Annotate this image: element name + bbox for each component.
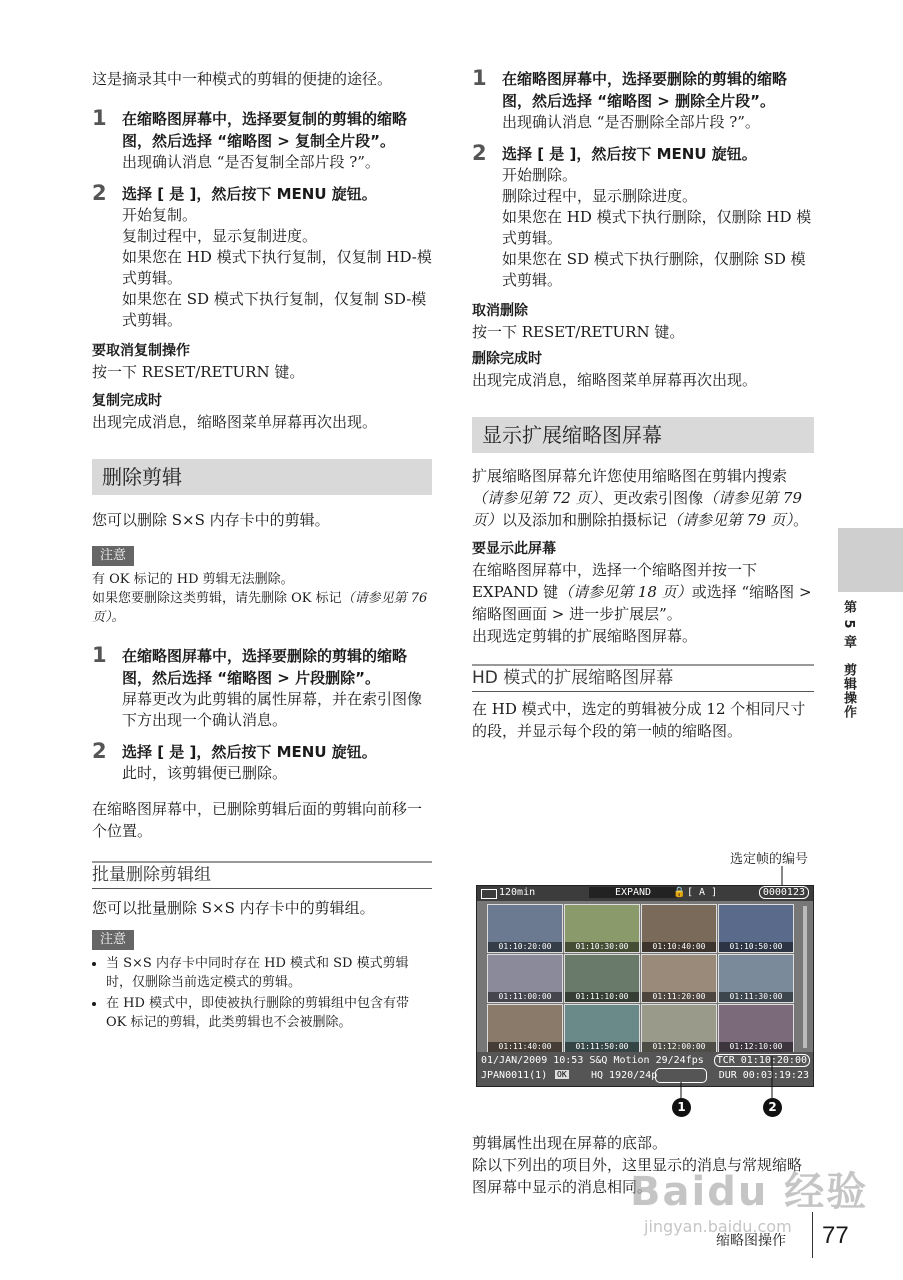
show-screen-result: 出现选定剪辑的扩展缩略图屏幕。 xyxy=(472,627,698,645)
watermark-brand: Baidu 经验 xyxy=(630,1169,869,1215)
watermark xyxy=(630,1160,868,1236)
show-body-a: 在缩略图屏幕中，选择一个缩略图并按一下 EXPAND 键 xyxy=(472,561,758,601)
step-title: 选择 [ 是 ]，然后按下 MENU 旋钮。 xyxy=(122,743,377,761)
step-number: 2 xyxy=(92,181,107,205)
ok-mark: OK xyxy=(557,1070,567,1079)
info-line-2-left: JPAN0011(1) xyxy=(481,1070,548,1081)
thumbnail-screen xyxy=(476,885,814,1087)
thumbnail-timecode: 01:11:50:00 xyxy=(565,1042,639,1052)
thumbnail-timecode: 01:12:00:00 xyxy=(642,1042,716,1052)
info-line-2-mid: HQ 1920/24p xyxy=(591,1070,658,1081)
batch-note-item: • 当 S×S 内存卡中同时存在 HD 模式和 SD 模式剪辑时，仅删除当前选定模式的剪辑。 xyxy=(106,954,432,992)
scrollbar[interactable] xyxy=(803,906,807,1048)
lock-icon: 🔒 xyxy=(673,887,686,898)
expand-screen-figure xyxy=(476,848,816,1118)
thumbnail[interactable] xyxy=(487,1004,563,1053)
thumbnail-timecode: 01:11:00:00 xyxy=(488,992,562,1002)
attributes-line-2: 除以下列出的项目外，这里显示的消息与常规缩略图屏幕中显示的消息相同。 xyxy=(472,1156,803,1196)
delete-after-text: 在缩略图屏幕中，已删除剪辑后面的剪辑向前移一个位置。 xyxy=(92,800,423,840)
delete-all-steps xyxy=(472,68,814,291)
callout-1: 1 xyxy=(672,1098,691,1117)
slot-indicator: [ A ] xyxy=(687,887,718,898)
show-body-b: 或选择 “缩略图 > 缩略图画面 > 进一步扩展层”。 xyxy=(472,583,812,623)
figure-label-leader xyxy=(476,848,816,888)
batch-note-label: 注意 xyxy=(92,930,134,950)
step-title: 在缩略图屏幕中，选择要复制的剪辑的缩略图，然后选择 “缩略图 > 复制全片段”。 xyxy=(122,110,408,150)
hd-expand-text: 在 HD 模式中，选定的剪辑被分成 12 个相同尺寸的段，并显示每个段的第一帧的缩略图。 xyxy=(472,700,806,740)
expand-ref-1: （请参见第 72 页） xyxy=(472,489,599,507)
info-line-2-right: DUR 00:03:19:23 xyxy=(718,1070,809,1081)
right-column xyxy=(472,68,814,742)
delete-all-step-1 xyxy=(472,68,814,133)
expand-ref-3: （请参见第 79 页） xyxy=(667,511,794,529)
thumbnail[interactable] xyxy=(487,904,563,953)
copy-done-heading: 复制完成时 xyxy=(92,393,162,409)
expand-intro xyxy=(472,465,814,531)
chapter-label: 第 5 章 剪辑操作 xyxy=(841,600,856,720)
thumbnail-timecode: 01:11:10:00 xyxy=(565,992,639,1002)
copy-done-text: 出现完成消息，缩略图菜单屏幕再次出现。 xyxy=(92,413,378,431)
step-number: 1 xyxy=(472,66,487,90)
delete-note-text: 如果您要删除这类剪辑，请先删除 OK 标记 xyxy=(92,591,342,606)
media-icons xyxy=(655,1068,707,1083)
thumbnail-timecode: 01:10:40:00 xyxy=(642,942,716,952)
step-body-line: 如果您在 SD 模式下执行复制，仅复制 SD-模式剪辑。 xyxy=(122,290,427,329)
thumbnail-timecode: 01:11:30:00 xyxy=(719,992,793,1002)
delete-step-2 xyxy=(92,741,432,784)
step-number: 2 xyxy=(472,141,487,165)
cancel-copy-heading: 要取消复制操作 xyxy=(92,343,190,359)
delete-section-title: 删除剪辑 xyxy=(92,459,432,495)
step-body-line: 屏幕更改为此剪辑的属性屏幕，并在索引图像下方出现一个确认消息。 xyxy=(122,690,423,729)
watermark-url: jingyan.baidu.com xyxy=(644,1217,792,1236)
battery-icon xyxy=(481,889,497,899)
cancel-delete-heading: 取消删除 xyxy=(472,303,528,319)
callout-2: 2 xyxy=(763,1098,782,1117)
thumbnail-grid xyxy=(487,904,799,1052)
expand-intro-c: 以及添加和删除拍摄标记 xyxy=(502,511,668,529)
batch-intro: 您可以批量删除 S×S 内存卡中的剪辑组。 xyxy=(92,899,375,917)
step-body-line: 出现确认消息 “是否复制全部片段 ?”。 xyxy=(122,153,380,171)
copy-steps xyxy=(92,108,432,331)
delete-note-line-1: 有 OK 标记的 HD 剪辑无法删除。 xyxy=(92,572,294,587)
delete-steps xyxy=(92,645,432,784)
copy-step-2 xyxy=(92,183,432,331)
thumbnail-timecode: 01:10:30:00 xyxy=(565,942,639,952)
thumbnail[interactable] xyxy=(718,954,794,1003)
step-body-line: 开始删除。 xyxy=(502,166,578,184)
clip-info-panel xyxy=(477,1052,813,1086)
thumbnail[interactable] xyxy=(641,954,717,1003)
expand-intro-b: 、更改索引图像 xyxy=(598,489,704,507)
thumbnail[interactable] xyxy=(718,904,794,953)
batch-note-list xyxy=(92,954,432,1032)
step-title: 选择 [ 是 ]，然后按下 MENU 旋钮。 xyxy=(502,145,757,163)
cancel-delete-text: 按一下 RESET/RETURN 键。 xyxy=(472,323,685,341)
batch-note xyxy=(92,929,432,1032)
thumbnail[interactable] xyxy=(564,1004,640,1053)
step-number: 2 xyxy=(92,739,107,763)
footer-section-label: 缩略图操作 xyxy=(716,1233,786,1249)
step-body-line: 如果您在 HD 模式下执行复制，仅复制 HD-模式剪辑。 xyxy=(122,248,432,287)
copy-step-1 xyxy=(92,108,432,173)
batch-delete-title: 批量删除剪辑组 xyxy=(92,864,432,889)
step-title: 选择 [ 是 ]，然后按下 MENU 旋钮。 xyxy=(122,185,377,203)
info-line-1-right: TCR 01:10:20:00 xyxy=(714,1054,810,1067)
thumbnail[interactable] xyxy=(487,954,563,1003)
thumbnail[interactable] xyxy=(564,954,640,1003)
delete-done-heading: 删除完成时 xyxy=(472,351,542,367)
batch-note-item: • 在 HD 模式中，即使被执行删除的剪辑组中包含有带 OK 标记的剪辑，此类剪辑也不会被删除。 xyxy=(106,994,432,1032)
thumbnail[interactable] xyxy=(718,1004,794,1053)
delete-step-1 xyxy=(92,645,432,731)
thumbnail[interactable] xyxy=(564,904,640,953)
chapter-tab xyxy=(838,528,903,592)
thumbnail-timecode: 01:12:10:00 xyxy=(719,1042,793,1052)
step-number: 1 xyxy=(92,643,107,667)
delete-note-ref: （请参见第 76 页）。 xyxy=(92,591,428,625)
screen-status-bar xyxy=(477,886,813,901)
expand-section-title: 显示扩展缩略图屏幕 xyxy=(472,417,814,453)
thumbnail-timecode: 01:10:50:00 xyxy=(719,942,793,952)
frame-number: 0000123 xyxy=(759,886,809,899)
delete-all-step-2 xyxy=(472,143,814,291)
thumbnail-timecode: 01:10:20:00 xyxy=(488,942,562,952)
step-body-line: 此时，该剪辑便已删除。 xyxy=(122,764,288,782)
step-body-line: 如果您在 HD 模式下执行删除，仅删除 HD 模式剪辑。 xyxy=(502,208,812,247)
thumbnail-timecode: 01:11:20:00 xyxy=(642,992,716,1002)
expand-mode-label: EXPAND xyxy=(589,887,677,898)
step-body-line: 删除过程中，显示删除进度。 xyxy=(502,187,698,205)
step-number: 1 xyxy=(92,106,107,130)
step-body-line: 如果您在 SD 模式下执行删除，仅删除 SD 模式剪辑。 xyxy=(502,250,806,289)
step-body-line: 复制过程中，显示复制进度。 xyxy=(122,227,318,245)
show-ref: （请参见第 18 页） xyxy=(558,583,692,601)
step-body-line: 开始复制。 xyxy=(122,206,198,224)
delete-done-text: 出现完成消息，缩略图菜单屏幕再次出现。 xyxy=(472,371,758,389)
thumbnail[interactable] xyxy=(641,1004,717,1053)
intro-text: 这是摘录其中一种模式的剪辑的便捷的途径。 xyxy=(92,70,393,88)
expand-ref-2: （请参见第 79 页） xyxy=(472,489,802,529)
step-title: 在缩略图屏幕中，选择要删除的剪辑的缩略图，然后选择 “缩略图 > 删除全片段”。 xyxy=(502,70,788,110)
cancel-copy-text: 按一下 RESET/RETURN 键。 xyxy=(92,363,305,381)
delete-note xyxy=(92,545,432,627)
expand-intro-a: 扩展缩略图屏幕允许您使用缩略图在剪辑内搜索 xyxy=(472,467,788,485)
figure-label: 选定帧的编号 xyxy=(729,852,808,867)
page-number: 77 xyxy=(822,1222,849,1249)
thumbnail-timecode: 01:11:40:00 xyxy=(488,1042,562,1052)
left-column xyxy=(92,68,432,1034)
step-body-line: 出现确认消息 “是否删除全部片段 ?”。 xyxy=(502,113,760,131)
step-title: 在缩略图屏幕中，选择要删除的剪辑的缩略图，然后选择 “缩略图 > 片段删除”。 xyxy=(122,647,408,687)
show-screen-text xyxy=(472,559,814,625)
attributes-line-1: 剪辑属性出现在屏幕的底部。 xyxy=(472,1134,668,1152)
thumbnail[interactable] xyxy=(641,904,717,953)
show-screen-heading: 要显示此屏幕 xyxy=(472,541,556,557)
hd-expand-title: HD 模式的扩展缩略图屏幕 xyxy=(472,667,814,692)
note-label: 注意 xyxy=(92,546,134,566)
delete-intro: 您可以删除 S×S 内存卡中的剪辑。 xyxy=(92,511,330,529)
delete-note-line-2 xyxy=(92,589,432,627)
expand-intro-d: 。 xyxy=(793,511,809,529)
info-line-1-left: 01/JAN/2009 10:53 S&Q Motion 29/24fps xyxy=(481,1055,704,1066)
battery-indicator: 120min xyxy=(499,887,536,898)
